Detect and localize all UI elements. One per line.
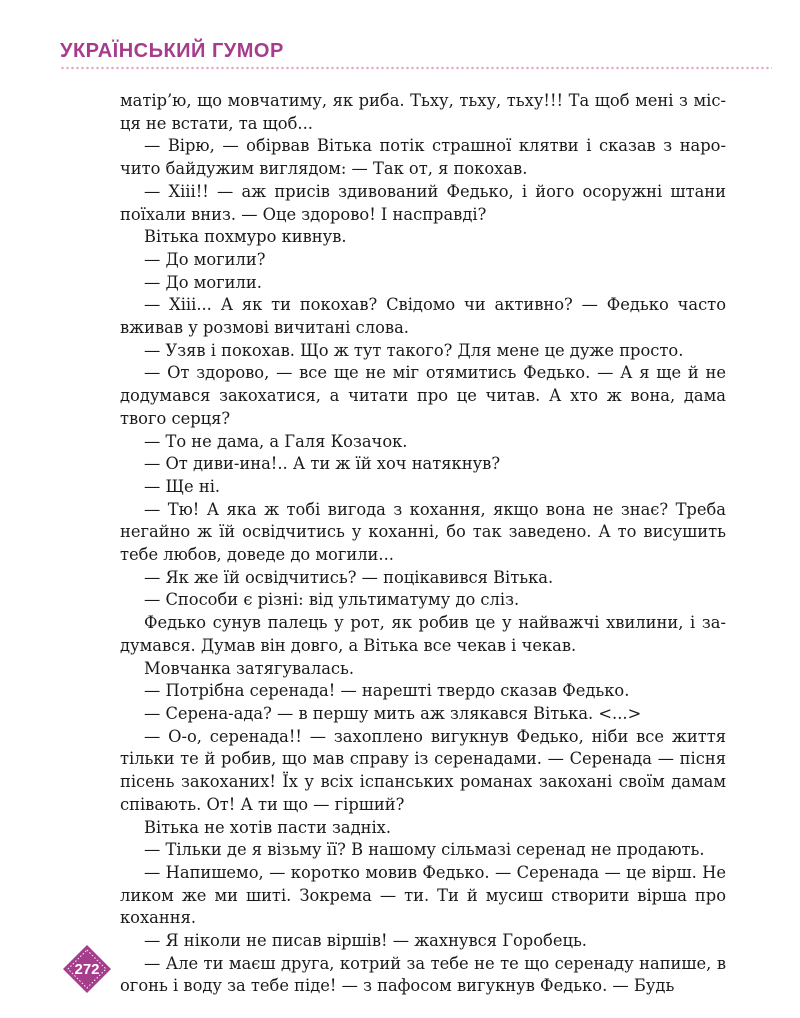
paragraph: Вітька не хотів пасти задніх.: [144, 817, 392, 837]
paragraph: — О-о, серенада!! — захоплено вигукнув Федько, ніби все життя тільки те й робив, що мав справу із серенадами. — Серенада — пісня пісень закоханих! Їх у всіх іспанських романах закохані своїм дамам співають. От! А ти що — гірший?: [120, 726, 726, 814]
paragraph: — Потрібна серенада! — нарешті твердо сказав Федько.: [144, 681, 630, 701]
paragraph: — Тю! А яка ж тобі вигода з кохання, якщо вона не знає? Треба негайно ж їй освідчитись у коханні, бо так заведено. А то висушить тебе любов, доведе до могили...: [120, 499, 726, 565]
page-number: 272: [74, 960, 100, 978]
dotted-divider: [60, 66, 772, 70]
paragraph: Мовчанка затягувалась.: [144, 658, 355, 678]
paragraph: Федько сунув палець у рот, як робив це у найважчі хвилини, і задумався. Думав він довго, а Вітька все чекав і чекав.: [120, 613, 726, 655]
paragraph: — Ще ні.: [144, 476, 221, 496]
paragraph: — Узяв і покохав. Що ж тут такого? Для мене це дуже просто.: [144, 340, 684, 360]
paragraph: — Напишемо, — коротко мовив Федько. — Серенада — це вірш. Не ликом же ми шиті. Зокрема — ти. Ти й мусиш створити вірша про кохання.: [120, 862, 726, 928]
paragraph: — Як же їй освідчитись? — поцікавився Вітька.: [144, 567, 554, 587]
paragraph: — До могили?: [144, 249, 266, 269]
paragraph: — То не дама, а Галя Козачок.: [144, 431, 408, 451]
page-number-badge: [62, 944, 112, 994]
paragraph: — От здорово, — все ще не міг отямитись Федько. — А я ще й не додумався закохатися, а читати про це читав. А хто ж вона, дама твого серця?: [120, 363, 726, 428]
paragraph: — Я ніколи не писав віршів! — жахнувся Горобець.: [144, 931, 587, 951]
paragraph: — Хііі!! — аж присів здивований Федько, і його осоружні штани поїхали вниз. — Оце здорово! І насправді?: [120, 181, 726, 224]
paragraph: — Серена-ада? — в першу мить аж злякався Вітька. <...>: [144, 703, 642, 723]
paragraph: — Тільки де я візьму її? В нашому сільмазі серенад не продають.: [144, 840, 705, 860]
paragraph: — Вірю, — обірвав Вітька потік страшної клятви і сказав з нарочито байдужим виглядом: — Так от, я покохав.: [120, 136, 726, 179]
paragraph: Вітька похмуро кивнув.: [144, 227, 347, 247]
paragraph: — От диви-ина!.. А ти ж їй хоч натякнув?: [144, 454, 501, 474]
paragraph: — Хііі... А як ти покохав? Свідомо чи активно? — Федько часто вживав у розмові вичитані слова.: [120, 295, 726, 338]
paragraph: — До могили.: [144, 272, 262, 292]
body-text: [120, 90, 726, 998]
paragraph: — Але ти маєш друга, котрий за тебе не те що серенаду напише, в огонь і воду за тебе піде! — з пафосом вигукнув Федько. — Будь: [120, 953, 726, 996]
paragraph: — Способи є різні: від ультиматуму до сліз.: [144, 590, 520, 610]
section-title: УКРАЇНСЬКИЙ ГУМОР: [60, 40, 284, 62]
paragraph: матір’ю, що мовчатиму, як риба. Тьху, тьху, тьху!!! Та щоб мені з місця не встати, та щоб...: [120, 91, 726, 133]
